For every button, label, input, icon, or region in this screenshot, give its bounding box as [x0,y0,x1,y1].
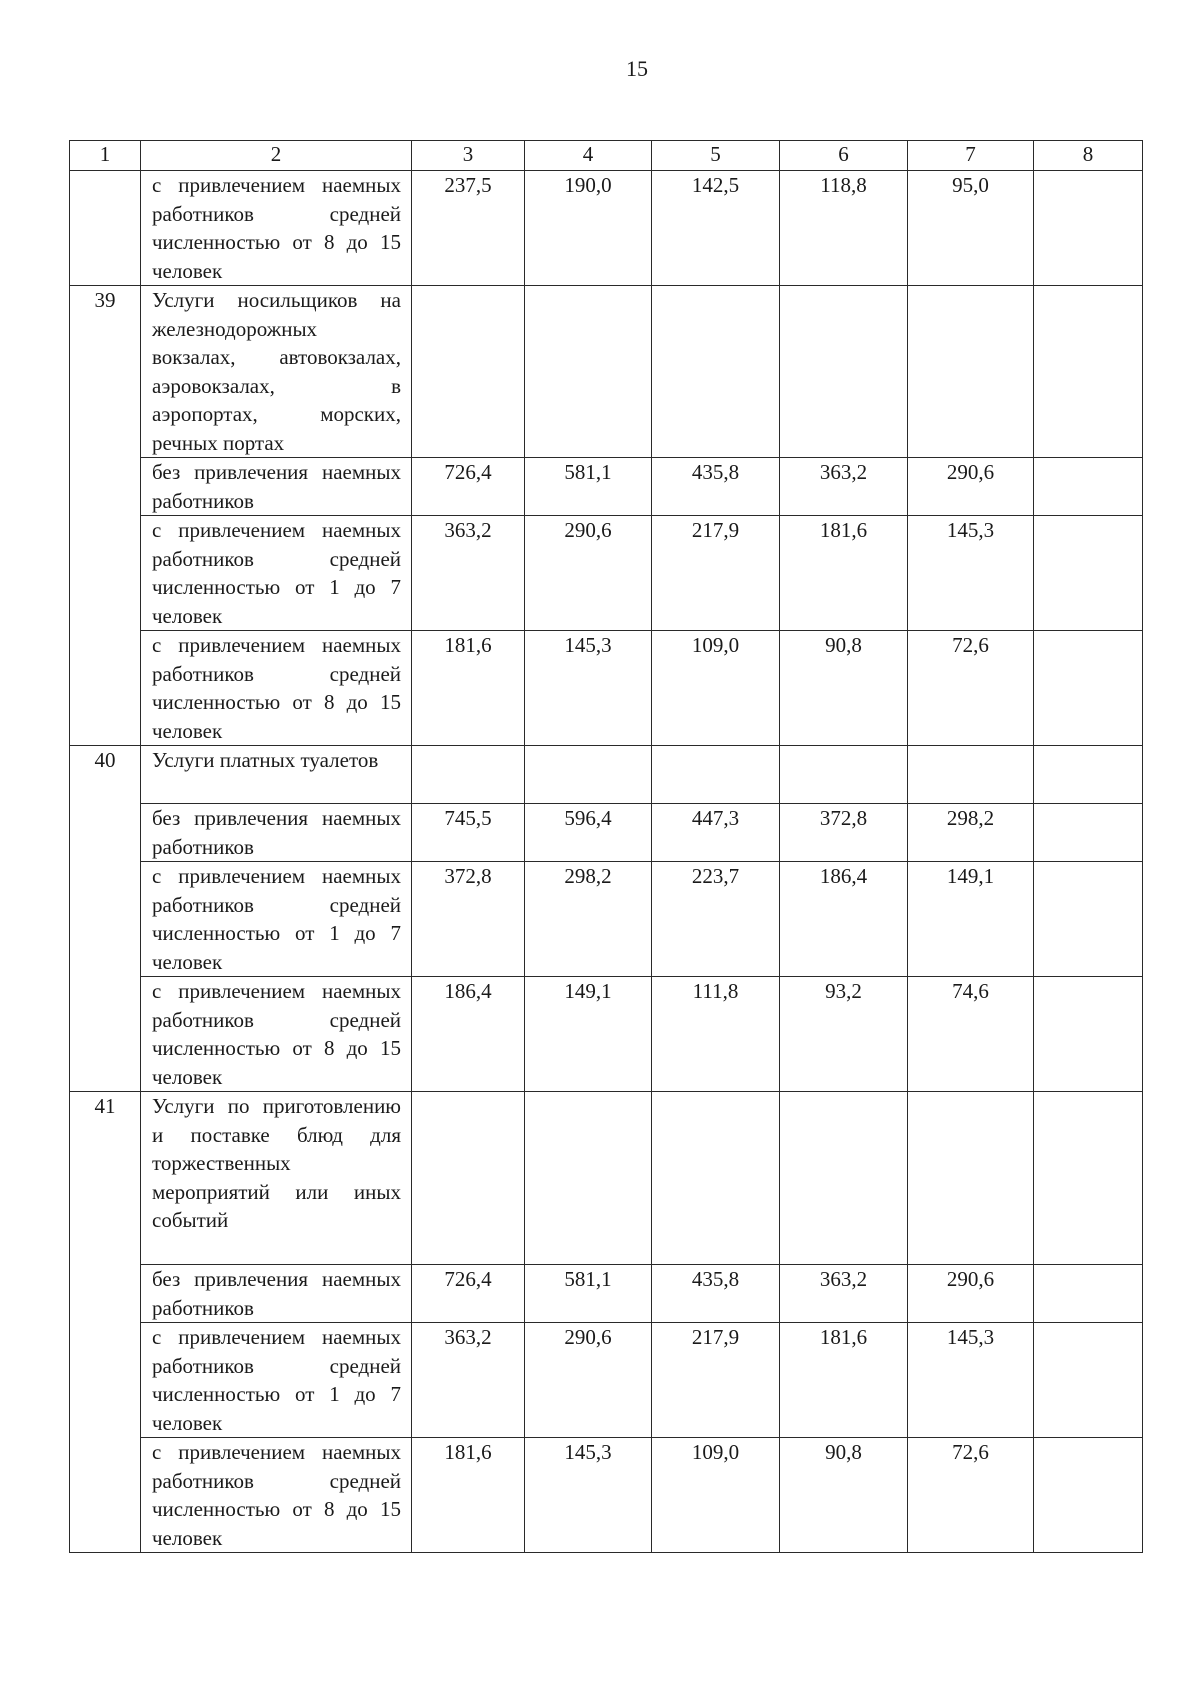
value-cell: 363,2 [780,1265,908,1323]
table-row [70,1323,1143,1438]
row-number: 41 [70,1092,141,1553]
value-cell: 142,5 [652,171,780,286]
value-cell [1034,171,1143,286]
table-row [70,631,1143,746]
value-cell: 186,4 [412,977,525,1092]
table-row [70,1092,1143,1265]
value-cell: 290,6 [908,458,1034,516]
value-cell [1034,1438,1143,1553]
value-cell: 290,6 [525,516,652,631]
service-description: с привлечением наемных работников средней численностью от 8 до 15 человек [141,171,412,286]
header-cell: 5 [652,141,780,171]
value-cell [1034,1323,1143,1438]
value-cell [1034,1265,1143,1323]
value-cell: 363,2 [780,458,908,516]
value-cell: 145,3 [908,1323,1034,1438]
value-cell: 363,2 [412,1323,525,1438]
row-number [70,171,141,286]
service-description: Услуги носильщиков на железнодорожных вокзалах, автовокзалах, аэровокзалах, в аэропортах, морских, речных портах [141,286,412,458]
table-row [70,746,1143,804]
row-number: 40 [70,746,141,1092]
value-cell: 72,6 [908,631,1034,746]
service-description: Услуги платных туалетов [141,746,412,804]
table-row [70,286,1143,458]
value-cell: 726,4 [412,1265,525,1323]
value-cell: 145,3 [525,631,652,746]
tariff-table [69,140,1143,1553]
value-cell [1034,977,1143,1092]
table-row [70,1265,1143,1323]
value-cell: 581,1 [525,1265,652,1323]
value-cell [1034,746,1143,804]
value-cell [908,286,1034,458]
value-cell: 298,2 [908,804,1034,862]
value-cell [1034,1092,1143,1265]
value-cell: 217,9 [652,1323,780,1438]
service-description: с привлечением наемных работников средней численностью от 1 до 7 человек [141,862,412,977]
value-cell: 118,8 [780,171,908,286]
value-cell: 90,8 [780,631,908,746]
value-cell [1034,286,1143,458]
value-cell [780,746,908,804]
service-description: с привлечением наемных работников средней численностью от 1 до 7 человек [141,516,412,631]
header-cell: 3 [412,141,525,171]
value-cell: 95,0 [908,171,1034,286]
value-cell [525,746,652,804]
value-cell [1034,804,1143,862]
service-description: Услуги по приготовлению и поставке блюд для торжественных мероприятий или иных событий [141,1092,412,1265]
service-description: без привлечения наемных работников [141,458,412,516]
value-cell [908,746,1034,804]
value-cell: 145,3 [908,516,1034,631]
value-cell: 581,1 [525,458,652,516]
value-cell: 290,6 [525,1323,652,1438]
value-cell: 149,1 [908,862,1034,977]
value-cell: 290,6 [908,1265,1034,1323]
service-description: без привлечения наемных работников [141,1265,412,1323]
value-cell: 372,8 [780,804,908,862]
value-cell: 181,6 [780,1323,908,1438]
value-cell [1034,516,1143,631]
value-cell [652,1092,780,1265]
service-description: с привлечением наемных работников средней численностью от 8 до 15 человек [141,977,412,1092]
value-cell [908,1092,1034,1265]
table-row [70,862,1143,977]
header-cell: 7 [908,141,1034,171]
header-row [70,141,1143,171]
value-cell: 298,2 [525,862,652,977]
value-cell: 372,8 [412,862,525,977]
value-cell: 93,2 [780,977,908,1092]
value-cell: 435,8 [652,1265,780,1323]
header-cell: 8 [1034,141,1143,171]
value-cell [1034,458,1143,516]
value-cell [412,1092,525,1265]
value-cell: 190,0 [525,171,652,286]
value-cell: 217,9 [652,516,780,631]
service-description: с привлечением наемных работников средней численностью от 8 до 15 человек [141,631,412,746]
value-cell [780,286,908,458]
value-cell: 74,6 [908,977,1034,1092]
value-cell: 726,4 [412,458,525,516]
value-cell: 223,7 [652,862,780,977]
value-cell: 181,6 [412,1438,525,1553]
value-cell: 111,8 [652,977,780,1092]
value-cell: 145,3 [525,1438,652,1553]
value-cell [780,1092,908,1265]
table-row [70,1438,1143,1553]
value-cell: 447,3 [652,804,780,862]
value-cell: 181,6 [780,516,908,631]
value-cell [1034,631,1143,746]
value-cell [525,286,652,458]
service-description: с привлечением наемных работников средней численностью от 1 до 7 человек [141,1323,412,1438]
table-row [70,516,1143,631]
value-cell [412,286,525,458]
value-cell: 435,8 [652,458,780,516]
value-cell: 90,8 [780,1438,908,1553]
value-cell [1034,862,1143,977]
table-row [70,804,1143,862]
row-number: 39 [70,286,141,746]
value-cell: 186,4 [780,862,908,977]
table-row [70,171,1143,286]
header-cell: 2 [141,141,412,171]
table-row [70,977,1143,1092]
value-cell: 363,2 [412,516,525,631]
value-cell: 109,0 [652,1438,780,1553]
service-description: без привлечения наемных работников [141,804,412,862]
service-description: с привлечением наемных работников средней численностью от 8 до 15 человек [141,1438,412,1553]
value-cell: 109,0 [652,631,780,746]
header-cell: 4 [525,141,652,171]
value-cell [412,746,525,804]
value-cell: 745,5 [412,804,525,862]
value-cell [652,286,780,458]
value-cell [652,746,780,804]
value-cell: 237,5 [412,171,525,286]
value-cell: 596,4 [525,804,652,862]
value-cell [525,1092,652,1265]
value-cell: 72,6 [908,1438,1034,1553]
value-cell: 149,1 [525,977,652,1092]
page-number: 15 [626,56,648,81]
header-cell: 6 [780,141,908,171]
header-cell: 1 [70,141,141,171]
value-cell: 181,6 [412,631,525,746]
table-row [70,458,1143,516]
